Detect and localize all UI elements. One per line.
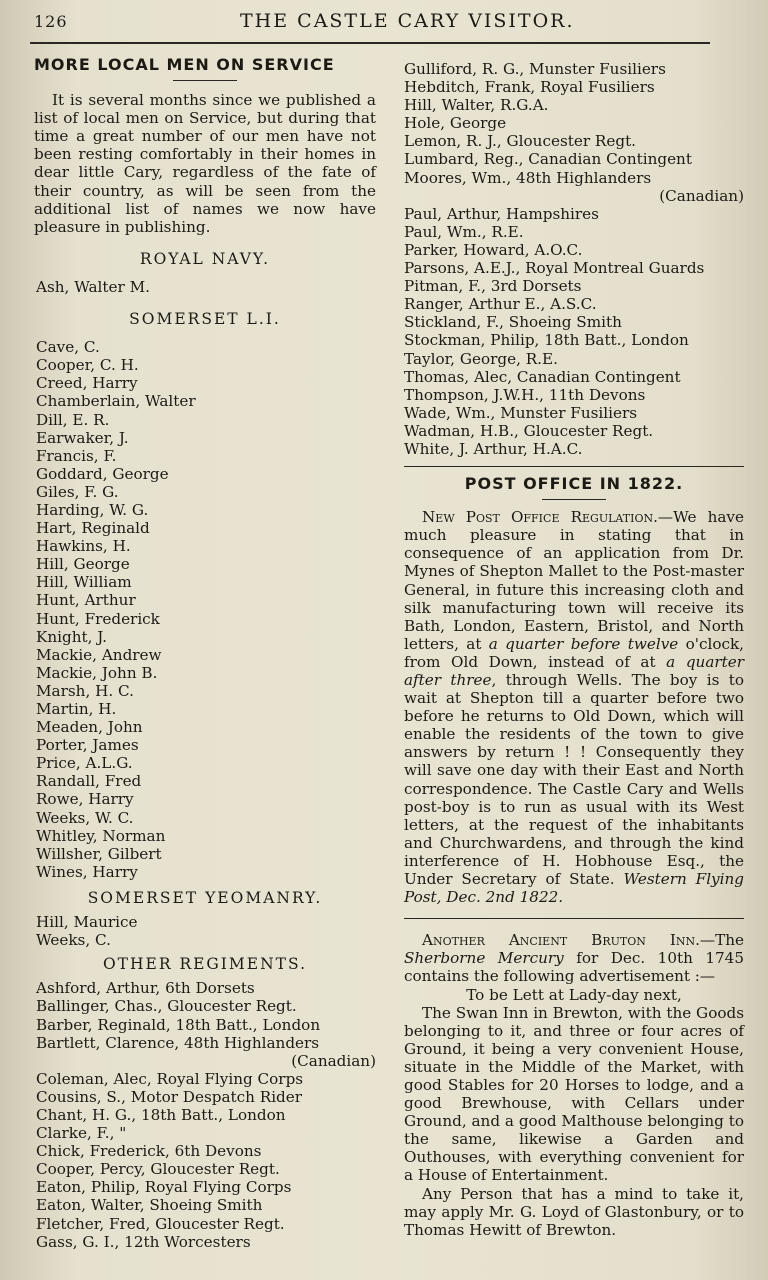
list-item: Hole, George — [404, 114, 507, 133]
list-item: Giles, F. G. — [36, 482, 119, 501]
list-item: Randall, Fred — [36, 772, 142, 791]
list-item: Hunt, Arthur — [36, 591, 136, 610]
headline-rule — [173, 80, 237, 81]
list-item: Dill, E. R. — [36, 410, 110, 429]
list-item: Parsons, A.E.J., Royal Montreal Guards — [404, 259, 705, 278]
list-item: Stickland, F., Shoeing Smith — [404, 313, 622, 332]
list-item: Hill, William — [36, 573, 132, 592]
list-item: Whitley, Norman — [36, 826, 166, 845]
bruton-inn-lead: Another Ancient Bruton Inn. — [422, 931, 700, 950]
list-item: Cooper, Percy, Gloucester Regt. — [36, 1160, 280, 1179]
list-item: Bartlett, Clarence, 48th Highlanders — [36, 1033, 320, 1052]
list-item: Thomas, Alec, Canadian Contingent — [404, 367, 681, 386]
list-item: Clarke, F., " — [36, 1124, 127, 1143]
list-item: Cousins, S., Motor Despatch Rider — [36, 1087, 303, 1106]
apply-notice: Any Person that has a mind to take it, may apply Mr. G. Loyd of Glastonbury, or to Thomas Hewitt of Brewton. — [404, 1184, 744, 1239]
list-item: Goddard, George — [36, 464, 169, 483]
list-item: Meaden, John — [36, 718, 143, 737]
page-header — [0, 4, 768, 40]
list-item: Eaton, Walter, Shoeing Smith — [36, 1196, 263, 1215]
list-item: Marsh, H. C. — [36, 681, 134, 700]
list-item: Moores, Wm., 48th Highlanders — [404, 168, 652, 187]
list-item: Price, A.L.G. — [36, 754, 133, 773]
list-item: Chant, H. G., 18th Batt., London — [36, 1105, 286, 1124]
list-item: Chamberlain, Walter — [36, 392, 196, 411]
list-item: Hill, Walter, R.G.A. — [404, 96, 549, 115]
list-item: Cooper, C. H. — [36, 356, 139, 375]
list-item: Wines, Harry — [36, 862, 138, 881]
list-item: Lemon, R. J., Gloucester Regt. — [404, 132, 636, 151]
list-item: Coleman, Alec, Royal Flying Corps — [36, 1069, 304, 1088]
list-item: White, J. Arthur, H.A.C. — [404, 439, 583, 458]
list-item: Hunt, Frederick — [36, 609, 160, 628]
royal-navy-list — [34, 278, 376, 296]
page-number: 126 — [34, 12, 68, 31]
article-headline: MORE LOCAL MEN ON SERVICE — [34, 55, 335, 74]
list-item: Mackie, John B. — [36, 663, 158, 682]
other-regiments-list-a — [34, 979, 376, 1051]
list-item: Gass, G. I., 12th Worcesters — [36, 1232, 251, 1251]
list-item: Lumbard, Reg., Canadian Contingent — [404, 150, 692, 169]
list-item: Cave, C. — [36, 338, 100, 357]
list-item: Stockman, Philip, 18th Batt., London — [404, 331, 689, 350]
intro-paragraph: It is several months since we published a list of local men on Service, but during that time a great number of our men have not been resting comfortably in their homes in dear little Cary, regardless of the fate of their country, as will be seen from the additional list of names we now have pleasure in publishing. — [34, 91, 376, 236]
list-item: Eaton, Philip, Royal Flying Corps — [36, 1178, 292, 1197]
list-item: Hill, George — [36, 555, 130, 574]
list-item: Hawkins, H. — [36, 537, 131, 556]
royal-navy-heading: ROYAL NAVY. — [139, 249, 271, 268]
publication-title: THE CASTLE CARY VISITOR. — [240, 10, 575, 32]
list-item: Barber, Reginald, 18th Batt., London — [36, 1015, 321, 1034]
list-item: Ballinger, Chas., Gloucester Regt. — [36, 997, 297, 1016]
list-item: Weeks, W. C. — [36, 808, 134, 827]
regiments-list-continued-b — [404, 205, 744, 458]
list-item: Paul, Wm., R.E. — [404, 222, 524, 241]
to-be-lett-line: To be Lett at Lady-day next, — [466, 985, 682, 1004]
list-item: Wade, Wm., Munster Fusiliers — [404, 403, 638, 422]
list-item: Paul, Arthur, Hampshires — [404, 204, 599, 223]
swan-inn-advert: The Swan Inn in Brewton, with the Goods belonging to it, and three or four acres of Ground, it being a very convenient House, situate in the Middle of the Market, with good Stables for 20 Horses to lodge, and a good Brewhouse, with Cellars under Ground, and a good Malthouse belonging to the same, likewise a Garden and Outhouses, with everything convenient for a House of Entertainment. — [404, 1003, 744, 1185]
header-rule — [30, 42, 710, 44]
list-item: Knight, J. — [36, 627, 107, 646]
other-regiments-heading: OTHER REGIMENTS. — [102, 955, 308, 974]
list-item: Gulliford, R. G., Munster Fusiliers — [404, 60, 666, 78]
post-office-rule — [542, 499, 606, 500]
list-item: Harding, W. G. — [36, 500, 149, 519]
regiments-list-continued-a — [404, 60, 744, 187]
list-item: Ranger, Arthur E., A.S.C. — [404, 295, 597, 314]
bruton-inn-article: Another Ancient Bruton Inn.—The Sherborne Mercury for Dec. 10th 1745 contains the following advertisement :— — [404, 931, 744, 986]
other-regiments-list-b — [34, 1070, 376, 1251]
canadian-note: (Canadian) — [291, 1051, 376, 1070]
list-item: Earwaker, J. — [36, 428, 129, 447]
list-item: Fletcher, Fred, Gloucester Regt. — [36, 1214, 285, 1233]
list-item: Creed, Harry — [36, 374, 138, 393]
list-item: Martin, H. — [36, 700, 117, 718]
yeomanry-heading: SOMERSET YEOMANRY. — [87, 888, 323, 907]
section-divider-2 — [404, 918, 744, 919]
list-item: Mackie, Andrew — [36, 645, 162, 664]
list-item: Hart, Reginald — [36, 519, 150, 538]
list-item: Porter, James — [36, 736, 139, 755]
list-item: Parker, Howard, A.O.C. — [404, 240, 583, 259]
right-column — [404, 60, 744, 1239]
somerset-li-heading: SOMERSET L.I. — [129, 310, 281, 329]
list-item: Chick, Frederick, 6th Devons — [36, 1142, 262, 1161]
post-office-lead: New Post Office Regulation. — [422, 508, 658, 527]
list-item: Hebditch, Frank, Royal Fusiliers — [404, 78, 655, 97]
list-item: Hill, Maurice — [36, 913, 138, 932]
section-divider — [404, 466, 744, 467]
list-item: Ash, Walter M. — [36, 277, 150, 296]
list-item: Ashford, Arthur, 6th Dorsets — [36, 979, 255, 998]
yeomanry-list — [34, 913, 376, 949]
list-item: Taylor, George, R.E. — [404, 349, 558, 368]
canadian-note-right: (Canadian) — [659, 186, 744, 205]
post-office-article: New Post Office Regulation.—We have much pleasure in stating that in consequence of an application from Dr. Mynes of Shepton Mallet to the Post-master General, in future this increasing cloth and silk manufacturing town will receive its Bath, London, Eastern, Bristol, and North letters, at a quarter before twelve o'clock, from Old Down, instead of at a quarter after three, through Wells. The boy is to wait at Shepton till a quarter before two before he returns to Old Down, which will enable the residents of the town to give answers by return ! ! Consequently they will save one day with their East and North correspondence. The Castle Cary and Wells post-boy is to run as usual with its West letters, at the request of the inhabitants and Churchwardens, and through the kind interference of H. Hobhouse Esq., the Under Secretary of State. Western Flying Post, Dec. 2nd 1822. — [404, 508, 745, 907]
list-item: Rowe, Harry — [36, 790, 134, 809]
post-office-source: Western Flying Post, Dec. 2nd 1822. — [404, 870, 744, 907]
somerset-li-list — [34, 338, 376, 881]
list-item: Willsher, Gilbert — [36, 844, 162, 863]
left-column — [34, 52, 376, 1251]
list-item: Francis, F. — [36, 446, 117, 465]
list-item: Wadman, H.B., Gloucester Regt. — [404, 421, 654, 440]
list-item: Pitman, F., 3rd Dorsets — [404, 277, 582, 296]
post-office-heading: POST OFFICE IN 1822. — [464, 474, 684, 494]
list-item: Thompson, J.W.H., 11th Devons — [404, 385, 646, 404]
list-item: Weeks, C. — [36, 931, 111, 950]
